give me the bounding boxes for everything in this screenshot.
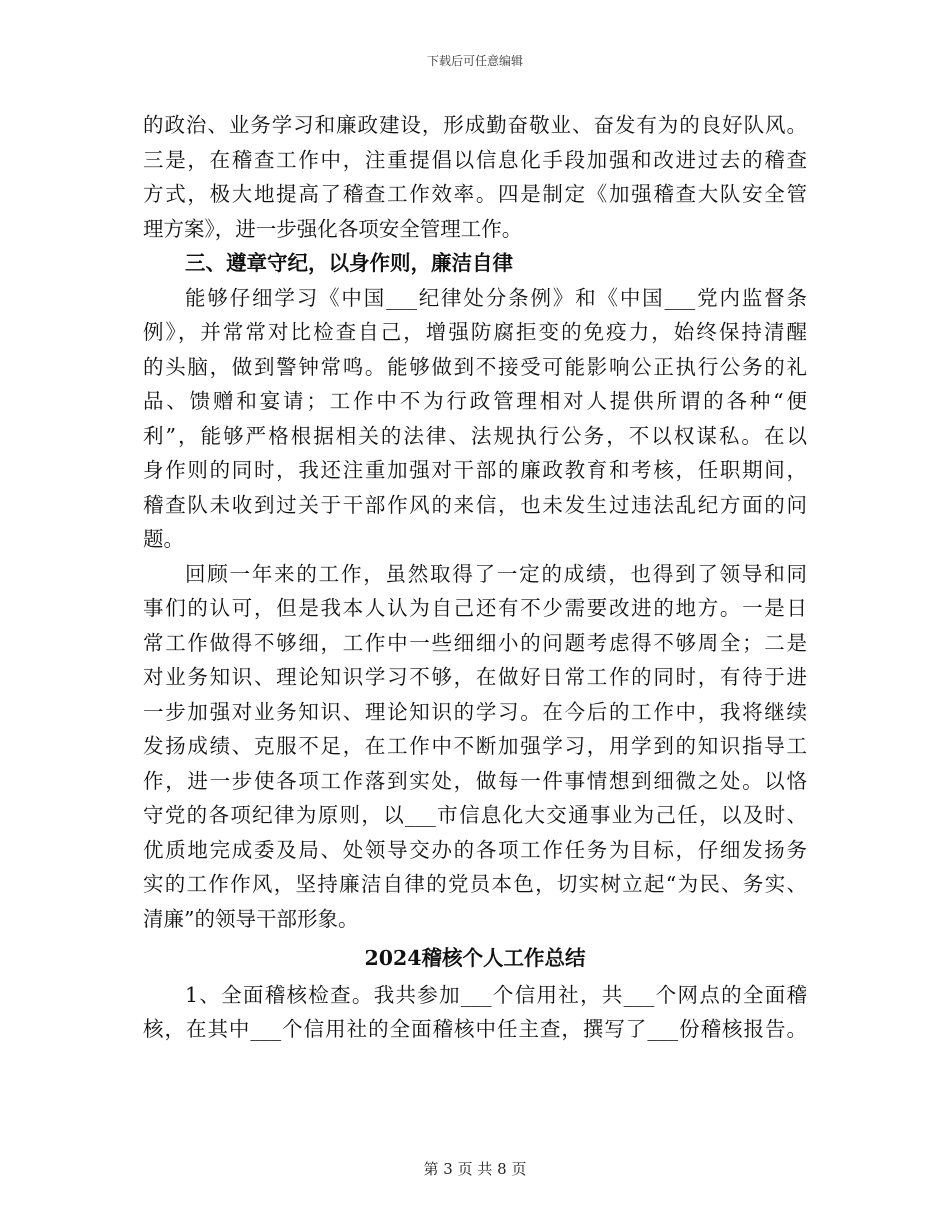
text-line: 利”，能够严格根据相关的法律、法规执行公务，不以权谋私。在以 bbox=[143, 423, 807, 448]
text-line: 理方案》，进一步强化各项安全管理工作。 bbox=[143, 216, 523, 241]
review-paragraph bbox=[143, 557, 807, 937]
text-line: 对业务知识、理论知识学习不够，在做好日常工作的同时，有待于进 bbox=[143, 665, 807, 689]
page-number: 第 3 页 共 8 页 bbox=[423, 1160, 527, 1178]
text-line: 题。 bbox=[143, 527, 184, 551]
page-header: 下载后可任意编辑 bbox=[426, 54, 523, 68]
text-line: 发扬成绩、克服不足，在工作中不断加强学习，用学到的知识指导工 bbox=[143, 734, 807, 758]
text-line: 品、馈赠和宴请；工作中不为行政管理相对人提供所谓的各种“便 bbox=[143, 389, 807, 413]
text-line: 能够仔细学习《中国___纪律处分条例》和《中国___党内监督条 bbox=[185, 285, 807, 310]
text-line: 例》，并常常对比检查自己，增强防腐拒变的免疫力，始终保持清醒 bbox=[143, 320, 807, 344]
text-line: 作，进一步使各项工作落到实处，做每一件事情想到细微之处。以恪 bbox=[143, 768, 807, 793]
text-line: 守党的各项纪律为原则，以___市信息化大交通事业为己任，以及时、 bbox=[143, 803, 807, 827]
text-line: 1、全面稽核检查。我共参加___个信用社，共___个网点的全面稽 bbox=[185, 982, 807, 1007]
text-line: 事们的认可，但是我本人认为自己还有不少需要改进的地方。一是日 bbox=[143, 596, 807, 620]
text-line: 清廉”的领导干部形象。 bbox=[143, 906, 359, 931]
document-body bbox=[143, 108, 807, 1047]
text-line: 方式，极大地提高了稽查工作效率。四是制定《加强稽查大队安全管 bbox=[143, 182, 807, 206]
section-heading: 三、遵章守纪，以身作则，廉洁自律 bbox=[185, 251, 513, 275]
text-line: 优质地完成委及局、处领导交办的各项工作任务为目标，仔细发扬务 bbox=[143, 837, 807, 862]
second-doc-paragraph bbox=[143, 978, 807, 1047]
text-line: 核，在其中___个信用社的全面稽核中任主查，撰写了___份稽核报告。 bbox=[143, 1017, 807, 1041]
text-line: 稽查队未收到过关于干部作风的来信，也未发生过违法乱纪方面的问 bbox=[143, 492, 807, 517]
text-line: 的头脑，做到警钟常鸣。能够做到不接受可能影响公正执行公务的礼 bbox=[143, 354, 807, 379]
text-line: 身作则的同时，我还注重加强对干部的廉政教育和考核，任职期间， bbox=[143, 458, 807, 482]
text-line: 回顾一年来的工作，虽然取得了一定的成绩，也得到了领导和同 bbox=[185, 561, 807, 586]
text-line: 一步加强对业务知识、理论知识的学习。在今后的工作中，我将继续 bbox=[143, 699, 807, 724]
section1-tail-paragraph bbox=[143, 108, 807, 246]
section3-paragraph bbox=[143, 281, 807, 557]
text-line: 实的工作作风，坚持廉洁自律的党员本色，切实树立起“为民、务实、 bbox=[143, 872, 807, 896]
document-title: 2024稽核个人工作总结 bbox=[364, 946, 586, 970]
text-line: 三是，在稽查工作中，注重提倡以信息化手段加强和改进过去的稽查 bbox=[143, 147, 807, 172]
text-line: 的政治、业务学习和廉政建设，形成勤奋敬业、奋发有为的良好队风。 bbox=[143, 113, 807, 137]
text-line: 常工作做得不够细，工作中一些细细小的问题考虑得不够周全；二是 bbox=[143, 630, 807, 655]
